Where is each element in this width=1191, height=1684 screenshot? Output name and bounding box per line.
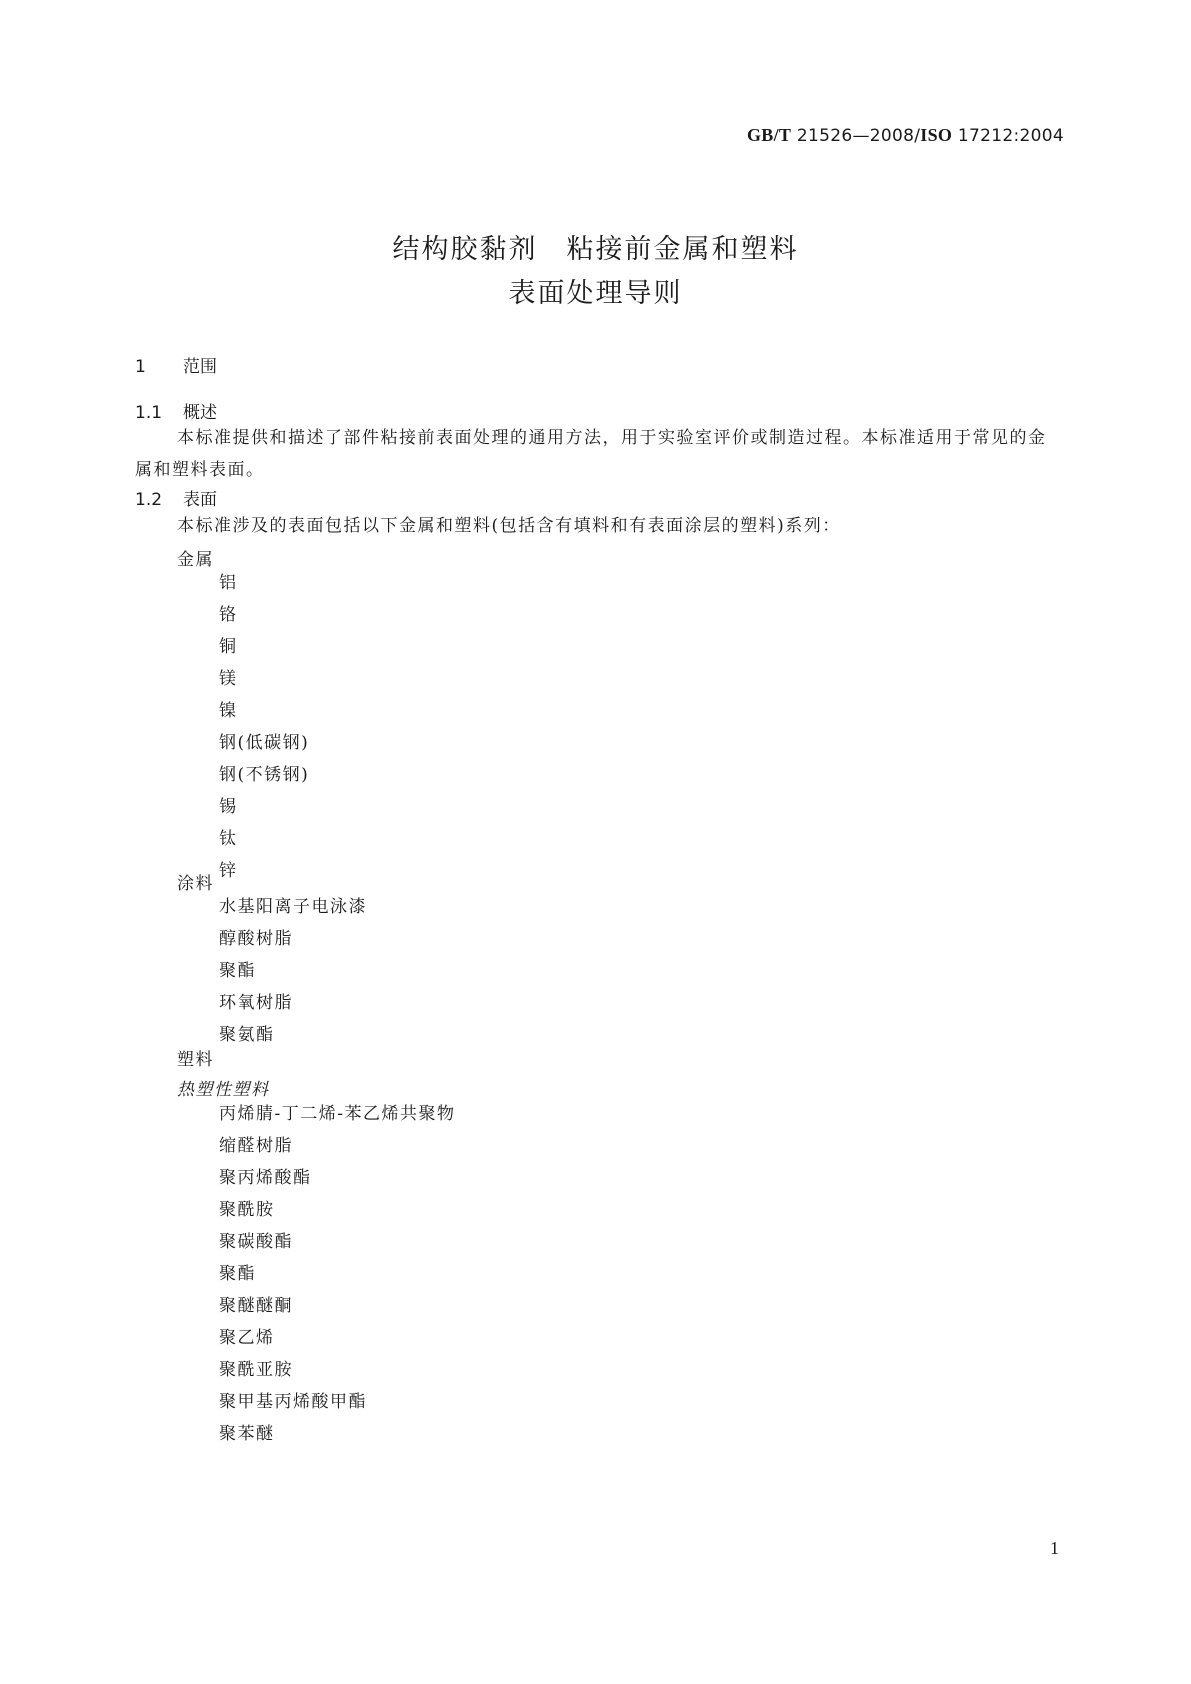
list-item: 环氧树脂: [219, 993, 293, 1013]
list-item: 聚丙烯酸酯: [219, 1168, 312, 1188]
list-item: 锌: [219, 861, 238, 881]
list-item: 铜: [219, 637, 238, 657]
list-item: 铝: [219, 573, 238, 593]
section-1-2-heading: [135, 485, 217, 510]
list-item: 聚酰亚胺: [219, 1360, 293, 1380]
document-title: [0, 228, 1191, 316]
list-item: 聚碳酸酯: [219, 1232, 293, 1252]
section-1-1-title: 概述: [183, 403, 217, 423]
list-item: 聚乙烯: [219, 1328, 275, 1348]
list-item: 聚苯醚: [219, 1424, 275, 1444]
section-1-1-text: 本标准提供和描述了部件粘接前表面处理的通用方法，用于实验室评价或制造过程。本标准适用于常见的金属和塑料表面。: [135, 428, 1047, 480]
standard-iso-prefix: ISO: [920, 125, 953, 145]
section-1-2-number: 1.2: [135, 490, 163, 510]
list-item: 丙烯腈-丁二烯-苯乙烯共聚物: [219, 1104, 456, 1124]
section-1-1-number: 1.1: [135, 403, 163, 423]
list-item: 聚甲基丙烯酸甲酯: [219, 1392, 367, 1412]
list-item: 钛: [219, 829, 238, 849]
list-item: 聚酯: [219, 961, 256, 981]
standard-iso-number: 17212:2004: [952, 126, 1064, 146]
list-item: 镁: [219, 669, 238, 689]
list-item: 醇酸树脂: [219, 929, 293, 949]
section-1-2-text: 本标准涉及的表面包括以下金属和塑料(包括含有填料和有表面涂层的塑料)系列：: [177, 516, 841, 536]
list-item: 钢(不锈钢): [219, 765, 310, 785]
list-item: 聚醚醚酮: [219, 1296, 293, 1316]
thermoplastics-label: 热塑性塑料: [177, 1080, 270, 1100]
list-item: 钢(低碳钢): [219, 733, 310, 753]
list-item: 水基阳离子电泳漆: [219, 897, 367, 917]
list-item: 铬: [219, 605, 238, 625]
section-1-heading: [135, 352, 217, 377]
list-item: 镍: [219, 701, 238, 721]
list-item: 聚酯: [219, 1264, 256, 1284]
coatings-label: 涂料: [177, 874, 214, 894]
standard-gb-prefix: GB/T: [747, 125, 792, 145]
list-item: 聚酰胺: [219, 1200, 275, 1220]
coatings-list: [219, 891, 367, 1051]
standard-gb-number: 21526—2008/: [791, 126, 921, 146]
list-item: 聚氨酯: [219, 1025, 275, 1045]
section-1-title: 范围: [183, 357, 217, 377]
plastics-list: [219, 1098, 456, 1450]
metals-list: [219, 567, 309, 887]
standard-number: [747, 125, 1064, 146]
list-item: 锡: [219, 797, 238, 817]
document-title-line-2: 表面处理导则: [508, 278, 683, 309]
plastics-label: 塑料: [177, 1050, 214, 1070]
section-1-2-title: 表面: [183, 490, 217, 510]
section-1-1-heading: [135, 398, 217, 423]
document-title-line-1: 结构胶黏剂 粘接前金属和塑料: [392, 234, 799, 265]
page-number: 1: [1050, 1538, 1059, 1558]
metals-label: 金属: [177, 550, 214, 570]
section-1-number: 1: [135, 357, 146, 377]
list-item: 缩醛树脂: [219, 1136, 293, 1156]
